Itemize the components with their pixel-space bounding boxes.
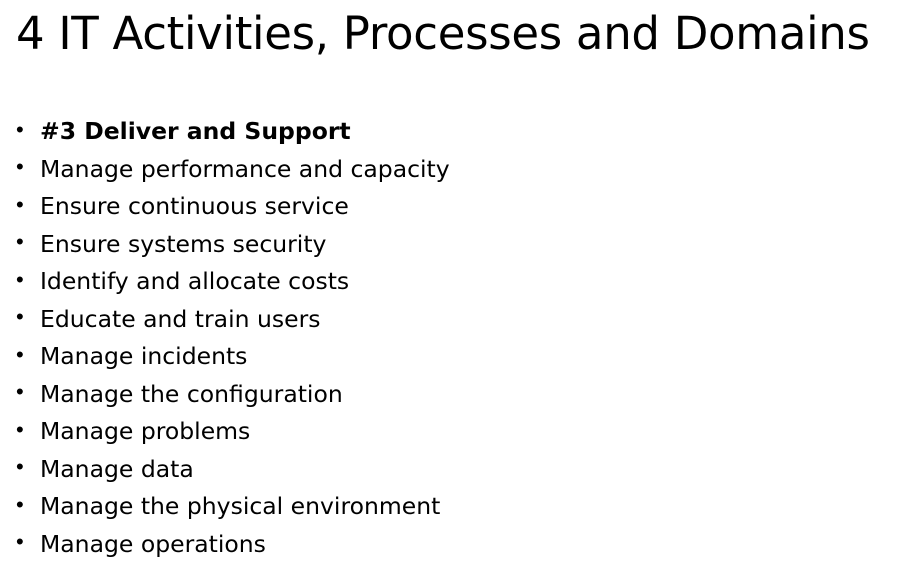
bullet-icon: • (16, 266, 24, 292)
list-item (16, 226, 450, 264)
bullet-list (16, 113, 450, 563)
bullet-icon: • (16, 116, 24, 142)
list-item-text: Manage performance and capacity (40, 154, 450, 183)
bullet-icon: • (16, 154, 24, 180)
list-item-text: Ensure systems security (40, 229, 327, 258)
list-item (16, 451, 450, 489)
list-item (16, 113, 450, 151)
list-item-text: Manage the configuration (40, 379, 343, 408)
bullet-icon: • (16, 304, 24, 330)
slide-title: 4 IT Activities, Processes and Domains (16, 7, 870, 60)
list-item-text: Manage operations (40, 529, 266, 558)
bullet-icon: • (16, 341, 24, 367)
bullet-icon: • (16, 229, 24, 255)
bullet-icon: • (16, 529, 24, 555)
list-item (16, 188, 450, 226)
list-item (16, 338, 450, 376)
bullet-icon: • (16, 191, 24, 217)
list-item-text: Ensure continuous service (40, 192, 349, 220)
list-item-text: Educate and train users (40, 304, 321, 333)
bullet-icon: • (16, 454, 24, 480)
bullet-icon: • (16, 491, 24, 517)
list-item (16, 488, 450, 526)
list-item (16, 263, 450, 301)
bullet-icon: • (16, 379, 24, 405)
list-item-text: Manage the physical environment (40, 492, 441, 520)
list-item-text: Manage problems (40, 417, 251, 445)
list-item-text: Identify and allocate costs (40, 267, 350, 295)
list-item (16, 376, 450, 414)
section-heading: #3 Deliver and Support (40, 117, 351, 145)
list-item (16, 413, 450, 451)
list-item (16, 301, 450, 339)
bullet-icon: • (16, 416, 24, 442)
list-item (16, 151, 450, 189)
list-item-text: Manage incidents (40, 342, 248, 370)
list-item-text: Manage data (40, 454, 194, 483)
list-item (16, 526, 450, 564)
